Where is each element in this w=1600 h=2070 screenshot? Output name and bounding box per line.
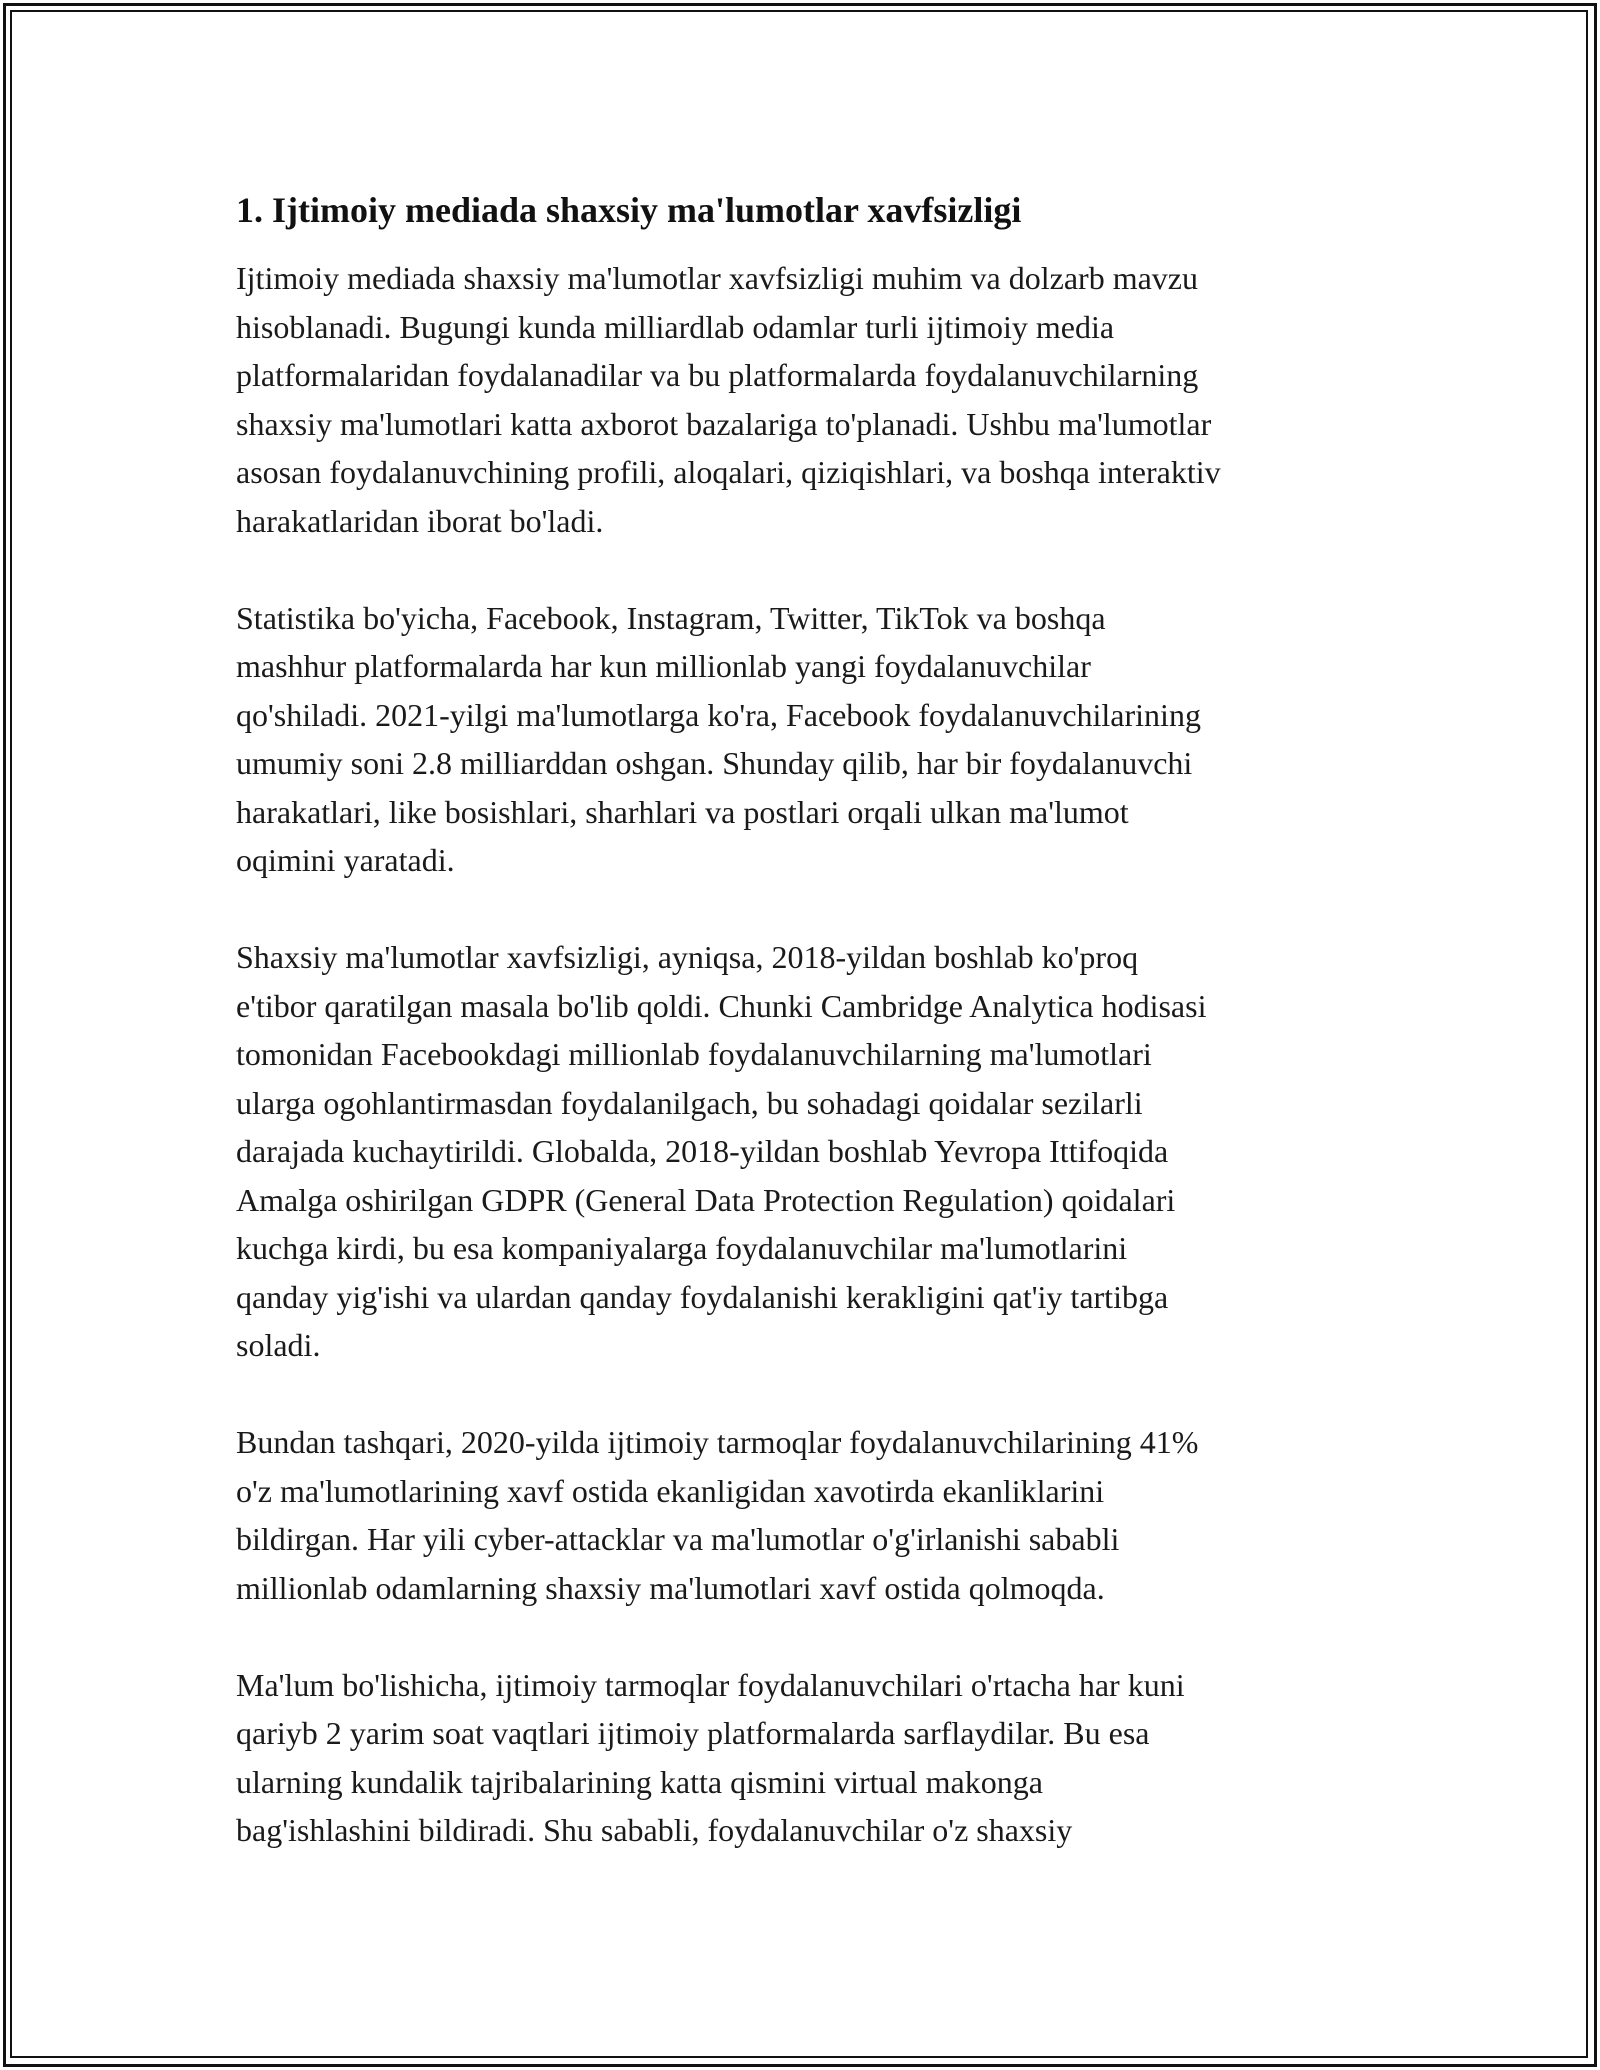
document-body xyxy=(236,186,1386,1903)
text-line: harakatlaridan iborat bo'ladi. xyxy=(236,502,604,539)
text-line: kuchga kirdi, bu esa kompaniyalarga foydalanuvchilar ma'lumotlarini xyxy=(236,1230,1128,1266)
text-line: oqimini yaratadi. xyxy=(236,842,455,878)
text-line: platformalaridan foydalanadilar va bu platformalarda foydalanuvchilarning xyxy=(236,357,1199,393)
text-line: Ijtimoiy mediada shaxsiy ma'lumotlar xavfsizligi muhim va dolzarb mavzu xyxy=(236,260,1198,296)
text-line: shaxsiy ma'lumotlari katta axborot bazalariga to'planadi. Ushbu ma'lumotlar xyxy=(236,405,1212,442)
text-line: e'tibor qaratilgan masala bo'lib qoldi. Chunki Cambridge Analytica hodisasi xyxy=(236,987,1207,1024)
text-line: bildirgan. Har yili cyber-attacklar va ma'lumotlar o'g'irlanishi sababli xyxy=(236,1521,1120,1557)
text-line: Shaxsiy ma'lumotlar xavfsizligi, ayniqsa, 2018-yildan boshlab ko'proq xyxy=(236,939,1139,975)
text-line: Bundan tashqari, 2020-yilda ijtimoiy tarmoqlar foydalanuvchilarining 41% xyxy=(236,1424,1199,1460)
text-line: qanday yig'ishi va ulardan qanday foydalanishi kerakligini qat'iy tartibga xyxy=(236,1278,1169,1315)
paragraph-security-history xyxy=(236,933,1386,1370)
text-line: harakatlari, like bosishlari, sharhlari va postlari orqali ulkan ma'lumot xyxy=(236,793,1129,830)
text-line: hisoblanadi. Bugungi kunda milliardlab odamlar turli ijtimoiy media xyxy=(236,308,1115,345)
text-line: asosan foydalanuvchining profili, aloqalari, qiziqishlari, va boshqa interaktiv xyxy=(236,454,1221,490)
text-line: millionlab odamlarning shaxsiy ma'lumotlari xavf ostida qolmoqda. xyxy=(236,1569,1105,1606)
text-line: Statistika bo'yicha, Facebook, Instagram, Twitter, TikTok va boshqa xyxy=(236,599,1106,636)
section-heading: 1. Ijtimoiy mediada shaxsiy ma'lumotlar xavfsizligi xyxy=(236,190,1022,230)
text-line: bag'ishlashini bildiradi. Shu sababli, foydalanuvchilar o'z shaxsiy xyxy=(236,1812,1073,1848)
paragraph-concerns xyxy=(236,1418,1386,1612)
text-line: qariyb 2 yarim soat vaqtlari ijtimoiy platformalarda sarflaydilar. Bu esa xyxy=(236,1715,1150,1751)
text-line: o'z ma'lumotlarining xavf ostida ekanligidan xavotirda ekanliklarini xyxy=(236,1472,1105,1509)
text-line: Amalga oshirilgan GDPR (General Data Protection Regulation) qoidalari xyxy=(236,1181,1176,1218)
paragraph-intro xyxy=(236,254,1386,545)
text-line: Ma'lum bo'lishicha, ijtimoiy tarmoqlar foydalanuvchilari o'rtacha har kuni xyxy=(236,1666,1185,1703)
text-line: darajada kuchaytirildi. Globalda, 2018-yildan boshlab Yevropa Ittifoqida xyxy=(236,1133,1169,1169)
text-line: umumiy soni 2.8 milliarddan oshgan. Shunday qilib, har bir foydalanuvchi xyxy=(236,745,1193,781)
text-line: mashhur platformalarda har kun millionlab yangi foydalanuvchilar xyxy=(236,648,1091,684)
text-line: qo'shiladi. 2021-yilgi ma'lumotlarga ko'ra, Facebook foydalanuvchilarining xyxy=(236,696,1201,733)
text-line: ularning kundalik tajribalarining katta qismini virtual makonga xyxy=(236,1763,1043,1800)
text-line: ularga ogohlantirmasdan foydalanilgach, bu sohadagi qoidalar sezilarli xyxy=(236,1084,1143,1121)
text-line: soladi. xyxy=(236,1327,321,1363)
text-line: tomonidan Facebookdagi millionlab foydalanuvchilarning ma'lumotlari xyxy=(236,1036,1152,1072)
paragraph-usage-time xyxy=(236,1661,1386,1855)
paragraph-statistics xyxy=(236,594,1386,885)
